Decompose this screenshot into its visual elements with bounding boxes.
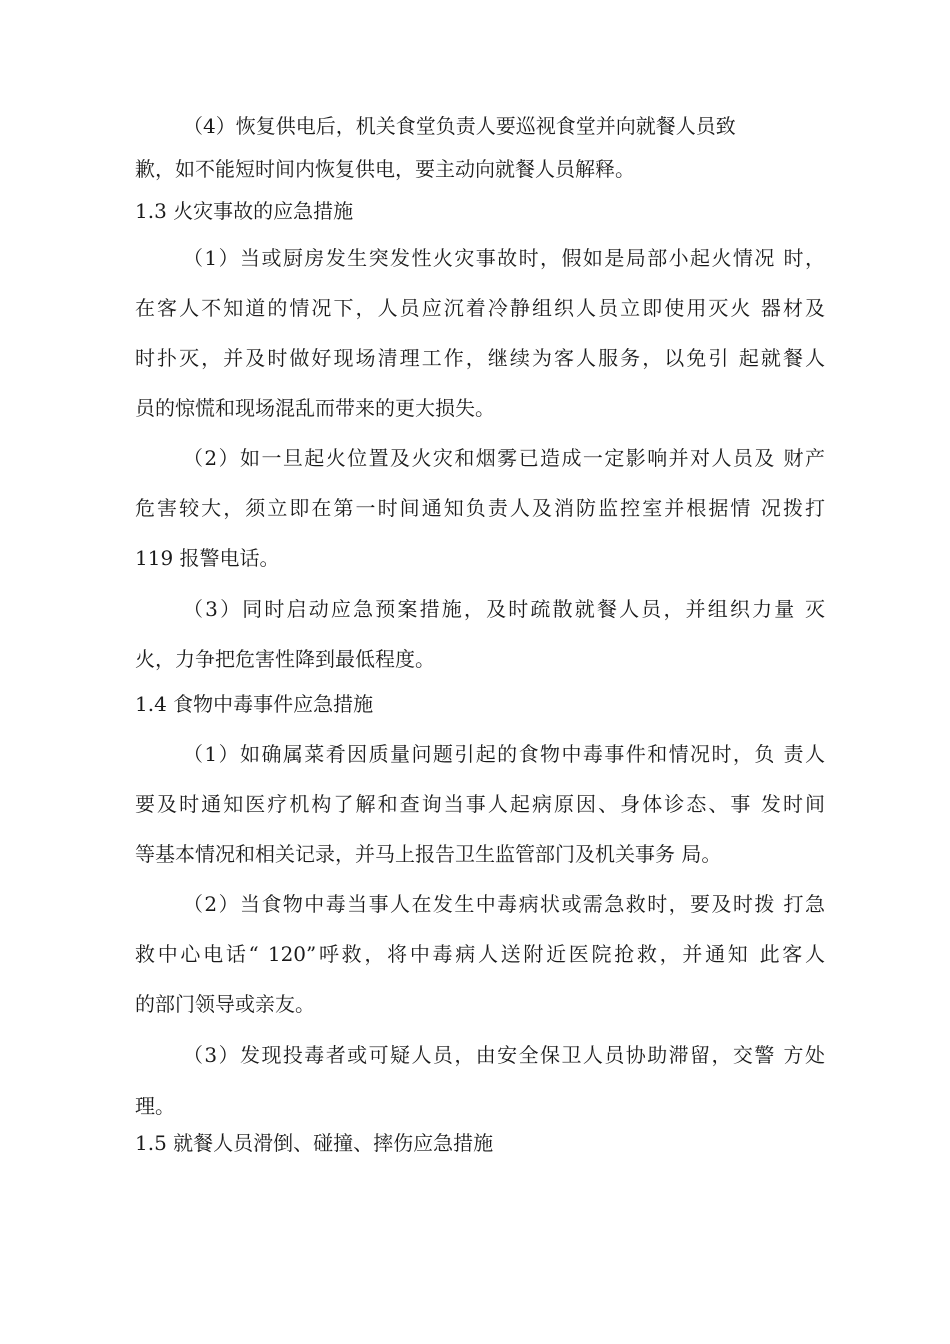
paragraph-line: 救中心电话“ 120”呼救，将中毒病人送附近医院抢救，并通知 此客人	[135, 942, 825, 966]
paragraph-line: （3）发现投毒者或可疑人员，由安全保卫人员协助滞留，交警 方处	[183, 1043, 825, 1067]
paragraph-line: 119 报警电话。	[135, 546, 280, 570]
paragraph-line: （3）同时启动应急预案措施，及时疏散就餐人员，并组织力量 灭	[183, 597, 825, 621]
paragraph-line: 时扑灭，并及时做好现场清理工作，继续为客人服务，以免引 起就餐人	[135, 346, 825, 370]
paragraph-line: 等基本情况和相关记录，并马上报告卫生监管部门及机关事务 局。	[135, 842, 722, 866]
section-heading-1-3: 1.3 火灾事故的应急措施	[135, 199, 354, 223]
section-heading-1-4: 1.4 食物中毒事件应急措施	[135, 692, 374, 716]
paragraph-line: （2）当食物中毒当事人在发生中毒病状或需急救时，要及时拨 打急	[183, 892, 825, 916]
paragraph-line: 火，力争把危害性降到最低程度。	[135, 647, 435, 671]
paragraph-line: 在客人不知道的情况下，人员应沉着冷静组织人员立即使用灭火 器材及	[135, 296, 825, 320]
paragraph-line: （1）当或厨房发生突发性火灾事故时，假如是局部小起火情况 时，	[183, 246, 825, 270]
paragraph-line: 要及时通知医疗机构了解和查询当事人起病原因、身体诊态、事 发时间	[135, 792, 825, 816]
paragraph-line: 歉，如不能短时间内恢复供电，要主动向就餐人员解释。	[135, 157, 635, 181]
paragraph-line: （4）恢复供电后，机关食堂负责人要巡视食堂并向就餐人员致	[183, 114, 736, 138]
paragraph-line: （1）如确属菜肴因质量问题引起的食物中毒事件和情况时，负 责人	[183, 742, 825, 766]
paragraph-line: 员的惊慌和现场混乱而带来的更大损失。	[135, 396, 495, 420]
section-heading-1-5: 1.5 就餐人员滑倒、碰撞、摔伤应急措施	[135, 1131, 494, 1155]
paragraph-line: 的部门领导或亲友。	[135, 992, 315, 1016]
paragraph-line: （2）如一旦起火位置及火灾和烟雾已造成一定影响并对人员及 财产	[183, 446, 825, 470]
paragraph-line: 危害较大，须立即在第一时间通知负责人及消防监控室并根据情 况拨打	[135, 496, 825, 520]
paragraph-line: 理。	[135, 1094, 175, 1118]
